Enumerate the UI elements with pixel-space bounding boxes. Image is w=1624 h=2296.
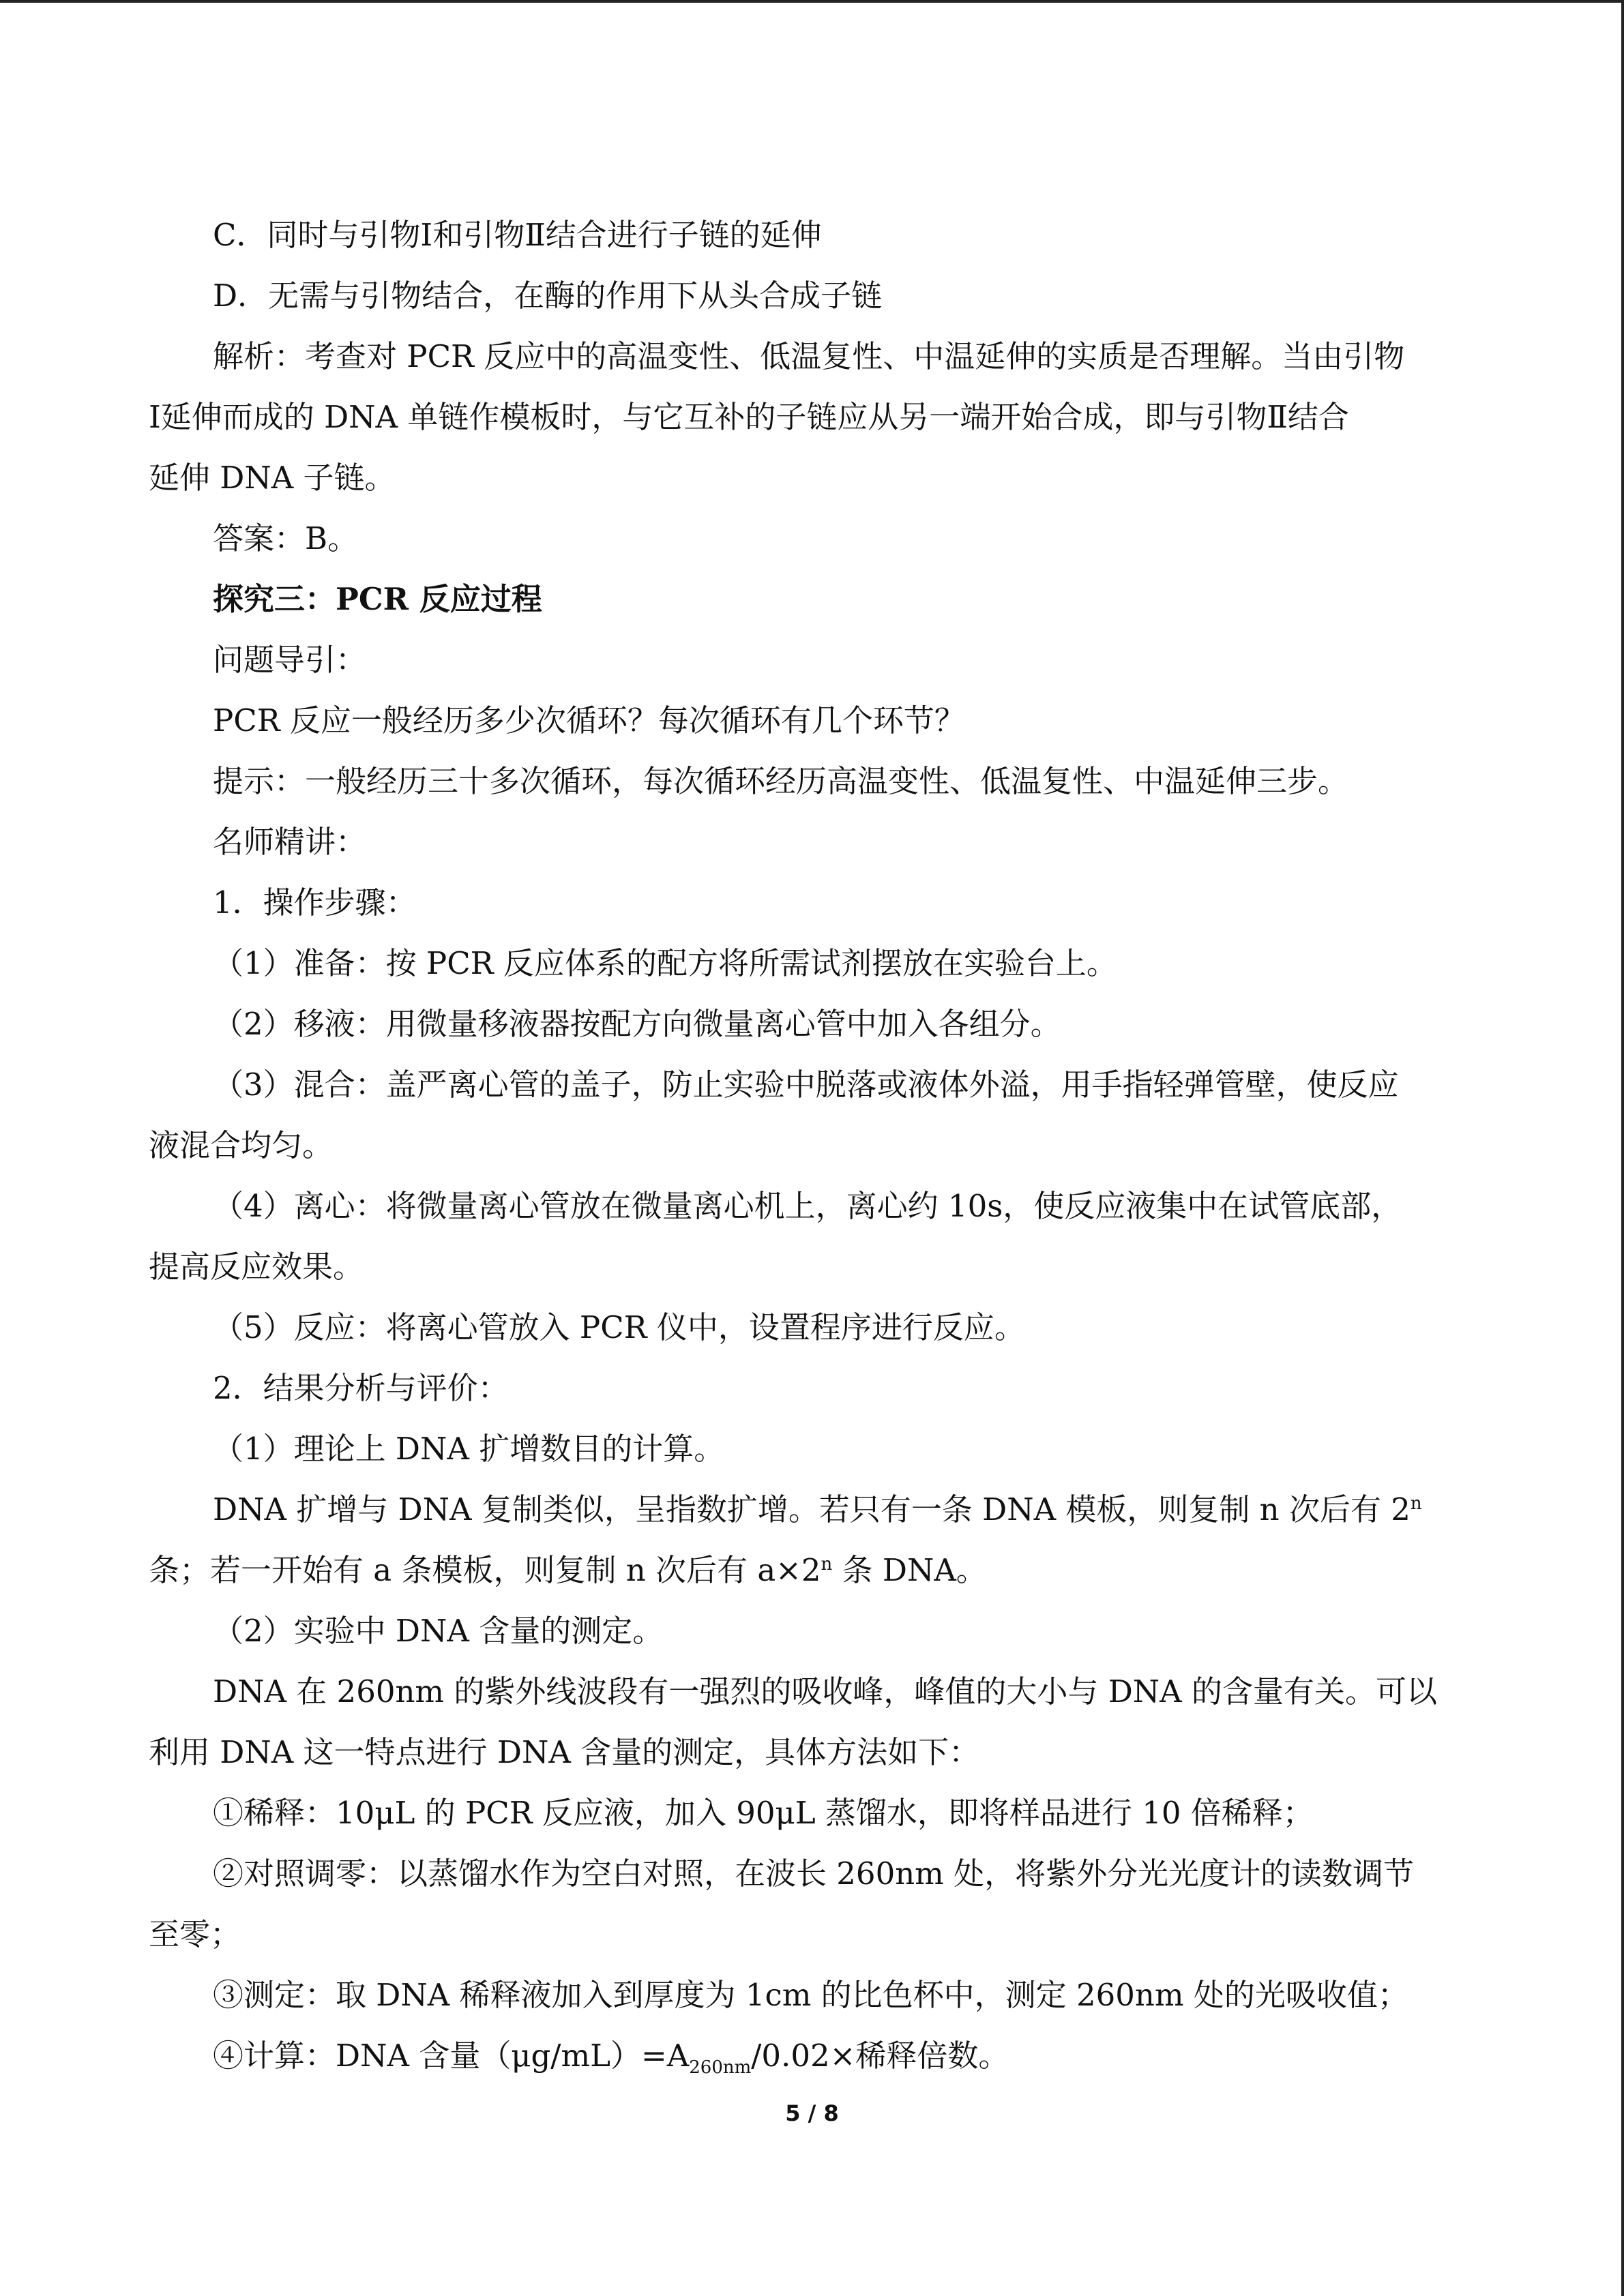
amplification-line-1 <box>149 1479 1475 1540</box>
method-step-2-line-2: 至零； <box>149 1916 241 1952</box>
formula-text-a: ④计算：DNA 含量（μg/mL）=A <box>213 2038 690 2074</box>
page-number: 5 / 8 <box>785 2100 839 2126</box>
amplification-line-2 <box>149 1540 1475 1600</box>
result-2-heading: （2）实验中 DNA 含量的测定。 <box>213 1613 664 1649</box>
step-4-line-1: （4）离心：将微量离心管放在微量离心机上，离心约 10s，使反应液集中在试管底部， <box>213 1188 1402 1224</box>
answer-line: 答案：B。 <box>213 520 359 556</box>
steps-heading: 1．操作步骤： <box>213 884 417 921</box>
teacher-lecture-label: 名师精讲： <box>213 824 367 860</box>
page-border-top <box>0 0 1624 3</box>
step-4-line-2: 提高反应效果。 <box>149 1249 364 1285</box>
question-text: PCR 反应一般经历多少次循环？每次循环有几个环节？ <box>213 702 965 739</box>
exponent-n-1: n <box>1410 1493 1422 1514</box>
amplification-text-1: DNA 扩增与 DNA 复制类似，呈指数扩增。若只有一条 DNA 模板，则复制 n 次后有 2 <box>213 1491 1411 1527</box>
method-step-3: ③测定：取 DNA 稀释液加入到厚度为 1cm 的比色杯中，测定 260nm 处的光吸收值； <box>213 1977 1408 2013</box>
measurement-line-2: 利用 DNA 这一特点进行 DNA 含量的测定，具体方法如下： <box>149 1734 980 1770</box>
option-c: C．同时与引物Ⅰ和引物Ⅱ结合进行子链的延伸 <box>213 217 822 253</box>
hint-text: 提示：一般经历三十多次循环，每次循环经历高温变性、低温复性、中温延伸三步。 <box>213 763 1349 799</box>
document-body <box>149 205 1475 2086</box>
step-2: （2）移液：用微量移液器按配方向微量离心管中加入各组分。 <box>213 1006 1061 1042</box>
step-3-line-1: （3）混合：盖严离心管的盖子，防止实验中脱落或液体外溢，用手指轻弹管壁，使反应 <box>213 1067 1399 1103</box>
formula-subscript: 260nm <box>689 2057 752 2078</box>
analysis-line-1: 解析：考查对 PCR 反应中的高温变性、低温复性、中温延伸的实质是否理解。当由引物 <box>213 338 1405 374</box>
result-1-heading: （1）理论上 DNA 扩增数目的计算。 <box>213 1431 725 1467</box>
step-3-line-2: 液混合均匀。 <box>149 1127 334 1163</box>
method-step-1: ①稀释：10μL 的 PCR 反应液，加入 90μL 蒸馏水，即将样品进行 10 倍稀释； <box>213 1795 1314 1831</box>
analysis-line-3: 延伸 DNA 子链。 <box>149 460 396 496</box>
question-guide-label: 问题导引： <box>213 642 367 678</box>
amplification-text-2b: 条 DNA。 <box>832 1552 987 1588</box>
results-heading: 2．结果分析与评价： <box>213 1370 509 1406</box>
method-step-2-line-1: ②对照调零：以蒸馏水作为空白对照，在波长 260nm 处，将紫外分光光度计的读数调节 <box>213 1855 1415 1892</box>
option-d: D．无需与引物结合，在酶的作用下从头合成子链 <box>213 278 883 314</box>
section-heading: 探究三：PCR 反应过程 <box>213 581 542 617</box>
page-border-right <box>1621 0 1624 2296</box>
measurement-line-1: DNA 在 260nm 的紫外线波段有一强烈的吸收峰，峰值的大小与 DNA 的含量有关。可以 <box>213 1673 1437 1710</box>
step-1: （1）准备：按 PCR 反应体系的配方将所需试剂摆放在实验台上。 <box>213 945 1117 981</box>
amplification-text-2a: 条；若一开始有 a 条模板，则复制 n 次后有 a×2 <box>149 1552 821 1588</box>
step-5: （5）反应：将离心管放入 PCR 仪中，设置程序进行反应。 <box>213 1309 1025 1345</box>
formula-text-b: /0.02×稀释倍数。 <box>751 2038 1009 2074</box>
analysis-line-2: Ⅰ延伸而成的 DNA 单链作模板时，与它互补的子链应从另一端开始合成，即与引物Ⅱ结合 <box>149 399 1349 435</box>
exponent-n-2: n <box>821 1554 833 1575</box>
method-step-4 <box>149 2025 1475 2086</box>
